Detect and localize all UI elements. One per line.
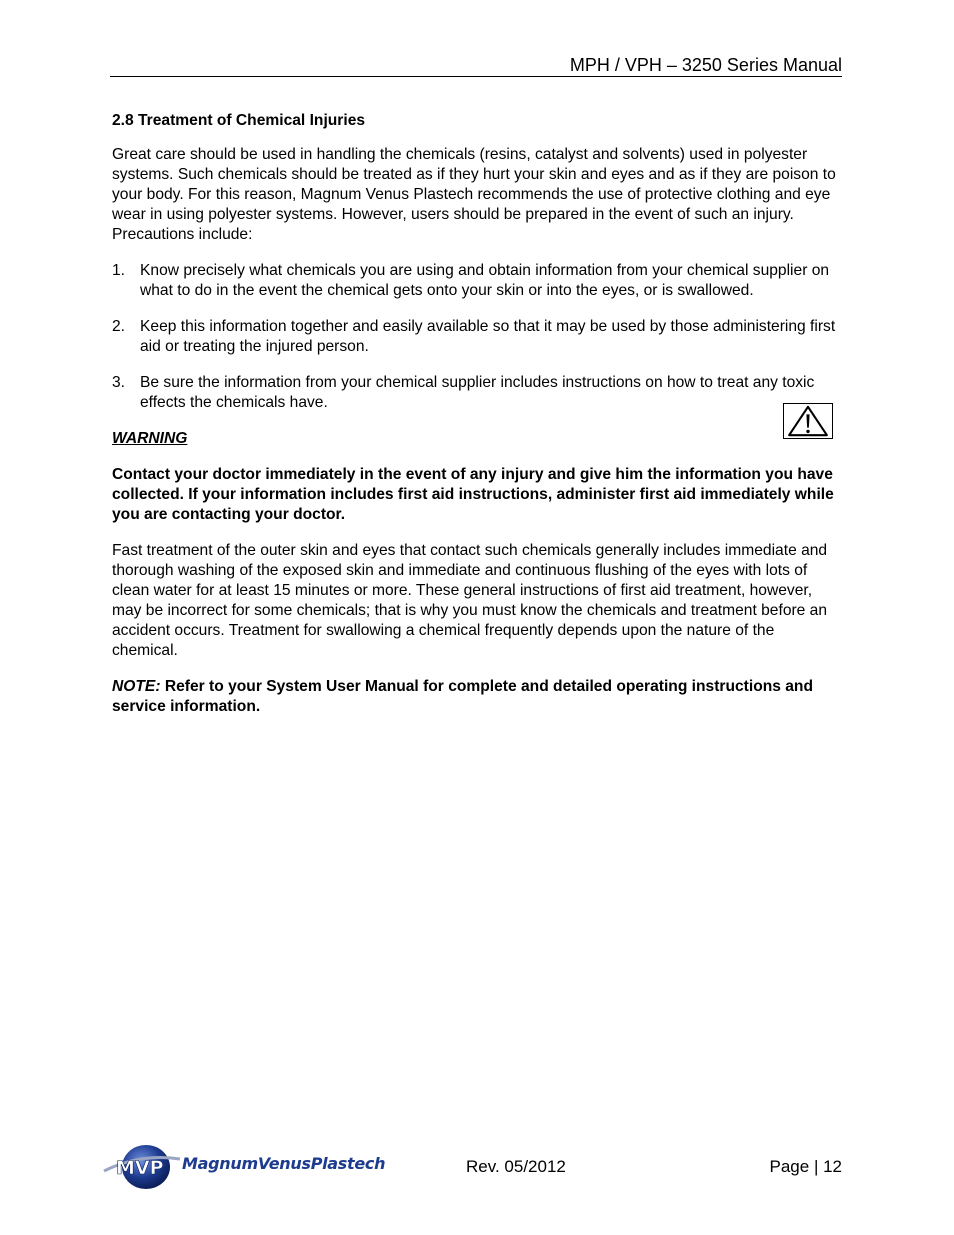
list-item xyxy=(112,261,843,301)
list-item-text: Be sure the information from your chemical supplier includes instructions on how to treat any toxic effects the chemicals have. xyxy=(140,374,815,411)
section-heading: 2.8 Treatment of Chemical Injuries xyxy=(112,112,366,129)
logo-company-name: MagnumVenusPlastech xyxy=(182,1154,386,1173)
list-item-number: 3. xyxy=(112,374,126,391)
revision-date: Rev. 05/2012 xyxy=(466,1157,566,1176)
warning-label: WARNING xyxy=(112,430,188,447)
warning-row xyxy=(112,429,843,449)
warning-text: Contact your doctor immediately in the event of any injury and give him the information you have collected. If your information includes first aid instructions, administer first aid immediately while you are contacting your doctor. xyxy=(112,466,834,523)
page-header xyxy=(110,55,842,77)
manual-title: MPH / VPH – 3250 Series Manual xyxy=(569,55,842,75)
treatment-paragraph: Fast treatment of the outer skin and eyes that contact such chemicals generally includes immediate and thorough washing of the exposed skin and immediate and continuous flushing of the eyes with lots of clean water for at least 15 minutes or more. These general instructions of first aid treatment, however, may be incorrect for some chemicals; that is why you must know the chemicals and treatment before an accident occurs. Treatment for swallowing a chemical frequently depends upon the nature of the chemical. xyxy=(112,542,828,659)
list-item-text: Know precisely what chemicals you are using and obtain information from your chemical supplier on what to do in the event the chemical gets onto your skin or into the eyes, or is swallowed. xyxy=(140,262,830,299)
page-content xyxy=(112,111,843,733)
note-label: NOTE: xyxy=(112,678,161,695)
list-item xyxy=(112,317,843,357)
note-paragraph xyxy=(112,677,843,717)
company-logo xyxy=(100,1141,390,1191)
list-item-number: 2. xyxy=(112,318,126,335)
intro-paragraph: Great care should be used in handling the chemicals (resins, catalyst and solvents) used in polyester systems. Such chemicals should be treated as if they hurt your skin and eyes and as if they are poison to your body. For this reason, Magnum Venus Plastech recommends the use of protective clothing and eye wear in using polyester systems. However, users should be prepared in the event of such an injury. Precautions include: xyxy=(112,146,836,243)
list-item-text: Keep this information together and easily available so that it may be used by those administering first aid or treating the injured person. xyxy=(140,318,836,355)
list-item-number: 1. xyxy=(112,262,126,279)
list-item xyxy=(112,373,843,413)
precautions-list xyxy=(112,261,843,413)
warning-triangle-icon xyxy=(783,403,833,439)
logo-mark-text: MVP xyxy=(116,1157,164,1179)
globe-logo-icon xyxy=(100,1141,184,1191)
page-footer xyxy=(100,1133,842,1193)
note-text: Refer to your System User Manual for complete and detailed operating instructions and service information. xyxy=(112,678,813,715)
page-number: Page | 12 xyxy=(769,1157,842,1176)
